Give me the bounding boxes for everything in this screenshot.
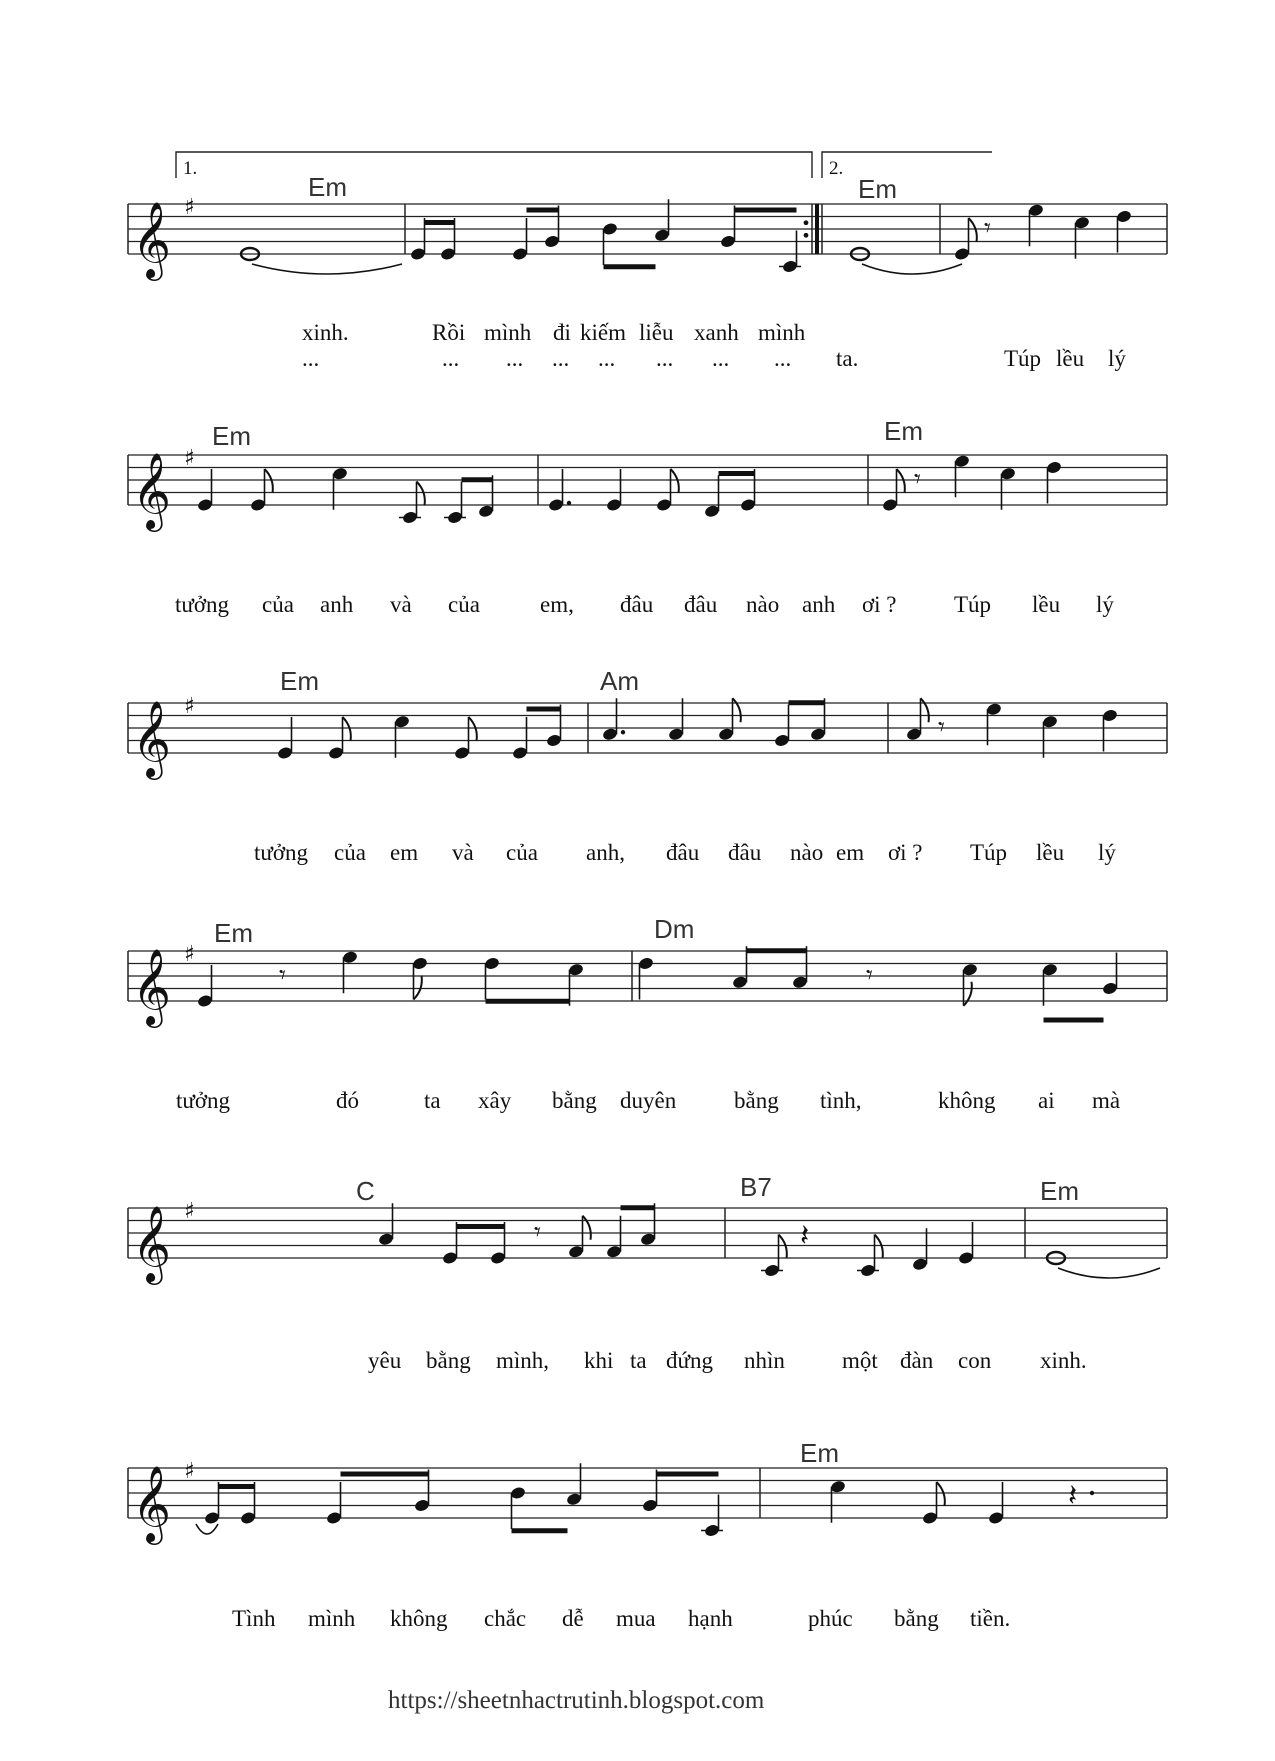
chord-symbols: [212, 172, 1079, 1468]
note-beam: [657, 1472, 719, 1477]
lyrics-system-5: [368, 1348, 1087, 1373]
lyric-syllable: tưởng: [175, 592, 230, 617]
lyric-syllable: tưởng: [176, 1088, 231, 1113]
tie: [252, 264, 402, 274]
note-flag: [733, 698, 741, 722]
lyric-syllable: đâu: [728, 840, 762, 865]
treble-clef: 𝄞: [132, 1465, 172, 1542]
repeat-dot: [804, 220, 809, 225]
chord-symbol: C: [356, 1176, 375, 1206]
repeat-dot: [804, 233, 809, 238]
augmentation-dot: [1090, 1491, 1094, 1495]
note-beam: [486, 999, 570, 1004]
note-flag: [583, 1216, 591, 1240]
lyric-syllable: phúc: [808, 1606, 853, 1631]
lyric-syllable: con: [958, 1348, 992, 1373]
note-beam: [462, 477, 493, 482]
lyric-syllable: em: [390, 840, 419, 865]
lyric-syllable: Túp: [1004, 346, 1042, 371]
lyric-syllable: đi: [553, 320, 571, 345]
lyric-syllable: đâu: [620, 592, 654, 617]
note-beam: [457, 1224, 505, 1229]
tie: [862, 264, 962, 274]
lyrics-system-2: [175, 592, 1114, 617]
chord-symbol: Em: [858, 174, 897, 204]
lyric-syllable: em,: [540, 592, 574, 617]
note-flag: [897, 469, 905, 493]
key-signature-sharp: ♯: [184, 1199, 195, 1224]
note-flag: [343, 717, 351, 741]
key-signature-sharp: ♯: [184, 446, 195, 471]
lyric-syllable: ta: [424, 1088, 441, 1113]
key-signature-sharp: ♯: [184, 1459, 195, 1484]
lyric-syllable: đâu: [684, 592, 718, 617]
augmentation-dot: [621, 730, 625, 734]
lyric-syllable: xinh.: [302, 320, 349, 345]
volta-first: 1.: [183, 158, 198, 179]
lyric-syllable: hạnh: [688, 1606, 733, 1631]
lyric-syllable: ai: [1038, 1088, 1055, 1113]
chord-symbol: Em: [214, 918, 253, 948]
lyrics-system-3: [254, 840, 1116, 865]
lyric-syllable: bằng: [894, 1606, 939, 1631]
lyric-syllable: bằng: [552, 1088, 597, 1113]
chord-symbol: Am: [600, 666, 639, 696]
lyric-syllable: anh: [320, 592, 354, 617]
lyric-syllable: nhìn: [744, 1348, 785, 1373]
lyric-syllable: đứng: [666, 1348, 713, 1373]
staves: [128, 195, 1167, 1545]
note-beam: [527, 208, 559, 213]
lyric-syllable: bằng: [734, 1088, 779, 1113]
treble-clef: 𝄞: [132, 700, 172, 777]
note-flag: [414, 976, 422, 1000]
lyric-syllable: đâu: [666, 840, 700, 865]
lyric-syllable: kiếm: [580, 320, 626, 345]
eighth-rest: 𝄾: [534, 1217, 541, 1248]
lyrics-system-4: [176, 1088, 1120, 1113]
lyric-syllable: xây: [478, 1088, 512, 1113]
lyric-syllable: lý: [1108, 346, 1126, 371]
key-signature-sharp: ♯: [184, 195, 195, 220]
lyric-ellipsis: ...: [506, 346, 524, 371]
note-beam: [512, 1528, 568, 1533]
tie: [196, 1524, 218, 1534]
lyric-syllable: khi: [584, 1348, 614, 1373]
lyric-ellipsis: ...: [656, 346, 674, 371]
note-flag: [469, 717, 477, 741]
treble-clef: 𝄞: [132, 452, 172, 529]
lyric-syllable: tưởng: [254, 840, 309, 865]
note-flag: [969, 218, 977, 242]
lyric-ellipsis: ...: [302, 346, 320, 371]
eighth-rest: 𝄾: [938, 712, 945, 743]
lyrics-system-6: [232, 1606, 1010, 1631]
note-flag: [265, 469, 273, 493]
lyric-syllable: ơi ?: [862, 592, 897, 617]
treble-clef: 𝄞: [132, 1205, 172, 1282]
thick-barline: [815, 204, 819, 254]
note-beam: [747, 948, 807, 953]
lyric-syllable: bằng: [426, 1348, 471, 1373]
lyric-syllable: của: [262, 592, 294, 617]
lyric-syllable: em: [836, 840, 865, 865]
lyric-syllable: ta: [630, 1348, 647, 1373]
lyric-ellipsis: ...: [552, 346, 570, 371]
eighth-rest: 𝄾: [279, 960, 286, 991]
lyric-ellipsis: ...: [598, 346, 616, 371]
eighth-rest: 𝄾: [914, 464, 921, 495]
lyric-syllable: không: [938, 1088, 996, 1113]
lyric-syllable: nào: [746, 592, 780, 617]
lyric-syllable: anh,: [586, 840, 625, 865]
lyric-syllable: nào: [790, 840, 824, 865]
lyric-syllable: Tình: [232, 1606, 276, 1631]
lyric-syllable: lý: [1098, 840, 1116, 865]
chord-symbol: Em: [280, 666, 319, 696]
eighth-rest: 𝄾: [866, 960, 873, 991]
tie: [1058, 1268, 1160, 1278]
note-beam: [219, 1484, 255, 1489]
quarter-rest: 𝄽: [800, 1218, 810, 1254]
treble-clef: 𝄞: [132, 201, 172, 278]
lyric-syllable: Rồi: [432, 320, 466, 345]
note-beam: [425, 220, 455, 225]
note-flag: [417, 482, 425, 506]
lyric-syllable: và: [390, 592, 412, 617]
note-beam: [1044, 1018, 1104, 1023]
note-beam: [527, 707, 561, 712]
lyric-syllable: và: [452, 840, 474, 865]
lyric-syllable: dễ: [562, 1606, 584, 1631]
lyric-syllable: mà: [1092, 1088, 1121, 1113]
lyric-syllable: mình: [758, 320, 806, 345]
lyric-syllable: mình: [484, 320, 532, 345]
lyric-syllable: đó: [336, 1088, 359, 1113]
treble-clef: 𝄞: [132, 948, 172, 1025]
note-beam: [604, 264, 656, 269]
note-beam: [719, 471, 755, 476]
note-flag: [875, 1235, 883, 1259]
chord-symbol: Dm: [654, 914, 695, 944]
notes: [196, 199, 1160, 1538]
lyric-syllable: chắc: [484, 1606, 527, 1631]
note-beam: [341, 1472, 429, 1477]
lyric-syllable: lều: [1056, 346, 1085, 371]
lyrics-system-1: [302, 320, 1126, 371]
lyric-syllable: lều: [1032, 592, 1061, 617]
lyric-syllable: tình,: [820, 1088, 862, 1113]
note-beam: [789, 700, 825, 705]
lyric-syllable: mua: [616, 1606, 656, 1631]
lyric-syllable: mình: [308, 1606, 356, 1631]
lyric-ellipsis: ...: [774, 346, 792, 371]
lyric-syllable: của: [448, 592, 480, 617]
note-flag: [937, 1482, 945, 1506]
lyric-syllable: xinh.: [1040, 1348, 1087, 1373]
lyric-syllable: ta.: [836, 346, 859, 371]
lyric-syllable: của: [334, 840, 366, 865]
note-flag: [671, 469, 679, 493]
note-beam: [621, 1205, 655, 1210]
lyric-syllable: mình,: [496, 1348, 550, 1373]
lyric-ellipsis: ...: [712, 346, 730, 371]
lyric-syllable: tiền.: [970, 1606, 1011, 1631]
lyric-ellipsis: ...: [442, 346, 460, 371]
lyric-syllable: một: [842, 1348, 878, 1373]
chord-symbol: Em: [308, 172, 347, 202]
lyric-syllable: ơi ?: [888, 840, 923, 865]
chord-symbol: Em: [1040, 1176, 1079, 1206]
lyric-syllable: của: [506, 840, 538, 865]
note-flag: [921, 698, 929, 722]
lyric-syllable: lều: [1036, 840, 1065, 865]
lyric-syllable: đàn: [900, 1348, 934, 1373]
lyric-syllable: lý: [1096, 592, 1114, 617]
lyric-syllable: liễu: [639, 320, 674, 345]
lyric-syllable: xanh: [694, 320, 739, 345]
note-flag: [779, 1235, 787, 1259]
volta-second: 2.: [829, 158, 844, 179]
chord-symbol: B7: [740, 1172, 772, 1202]
eighth-rest: 𝄾: [984, 213, 991, 244]
augmentation-dot: [567, 501, 571, 505]
lyric-syllable: yêu: [368, 1348, 402, 1373]
lyric-syllable: Túp: [954, 592, 992, 617]
note-beam: [735, 208, 797, 213]
chord-symbol: Em: [800, 1438, 839, 1468]
lyric-syllable: duyên: [620, 1088, 677, 1113]
footer-url[interactable]: https://sheetnhactrutinh.blogspot.com: [388, 1687, 765, 1714]
key-signature-sharp: ♯: [184, 942, 195, 967]
lyric-syllable: anh: [802, 592, 836, 617]
chord-symbol: Em: [212, 421, 251, 451]
note-flag: [964, 982, 972, 1006]
lyric-syllable: không: [390, 1606, 448, 1631]
chord-symbol: Em: [884, 416, 923, 446]
key-signature-sharp: ♯: [184, 694, 195, 719]
quarter-rest: 𝄽: [1068, 1478, 1078, 1514]
lyric-syllable: Túp: [970, 840, 1008, 865]
